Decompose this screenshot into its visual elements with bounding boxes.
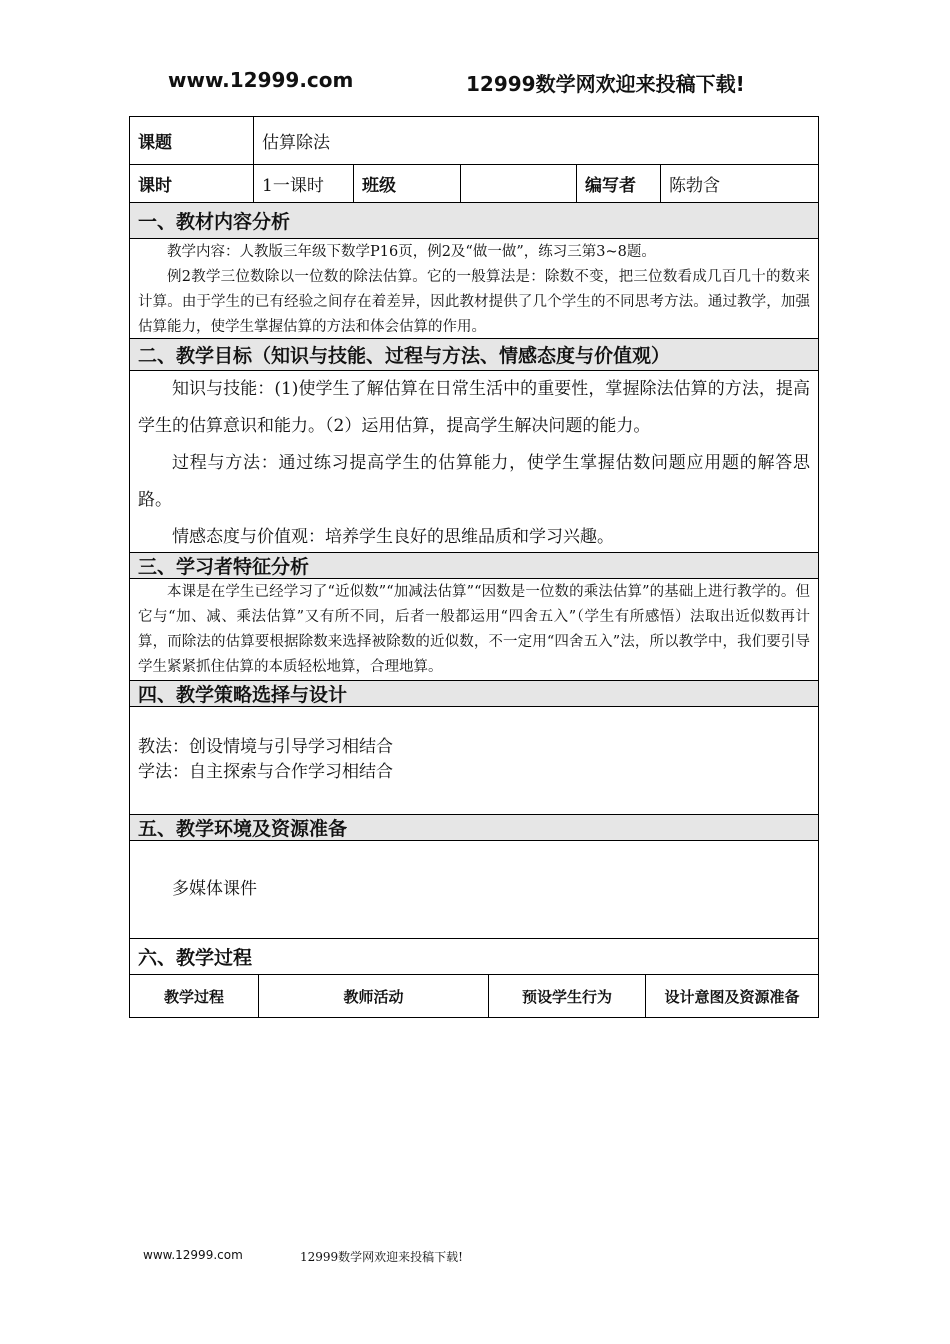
topic-label: 课题 (130, 117, 254, 164)
footer-slogan: 12999数学网欢迎来投稿下载! (300, 1250, 463, 1264)
section-2-p1: 知识与技能：(1)使学生了解估算在日常生活中的重要性，掌握除法估算的方法，提高学生的估算意识和能力。（2）运用估算，提高学生解决问题的能力。 (138, 379, 810, 436)
class-label: 班级 (354, 165, 461, 202)
col-process: 教学过程 (130, 975, 259, 1017)
section-1-p1: 教学内容：人教版三年级下数学P16页，例2及“做一做”，练习三第3~8题。 (167, 244, 656, 260)
section-5-body (130, 841, 818, 939)
section-3-p1: 本课是在学生已经学习了“近似数”“加减法估算”“因数是一位数的乘法估算”的基础上进行教学的。但它与“加、减、乘法估算”又有所不同，后者一般都运用“四舍五入”（学生有所感悟）法取出近似数再计算，而除法的估算要根据除数来选择被除数的近似数，不一定用“四舍五入”法，所以教学中，我们要引导学生紧紧抓住估算的本质轻松地算，合理地算。 (138, 584, 810, 675)
learning-method: 学法：自主探索与合作学习相结合 (138, 762, 393, 782)
class-value (461, 165, 577, 202)
header-slogan: 12999数学网欢迎来投稿下载! (466, 72, 745, 96)
col-student-behavior: 预设学生行为 (489, 975, 646, 1017)
period-row (130, 165, 818, 203)
section-3-body (130, 579, 818, 681)
author-label: 编写者 (577, 165, 661, 202)
section-2-p3: 情感态度与价值观：培养学生良好的思维品质和学习兴趣。 (172, 527, 614, 547)
section-5-title: 五、教学环境及资源准备 (130, 815, 818, 841)
author-value: 陈勃含 (669, 176, 720, 196)
col-design-intent: 设计意图及资源准备 (664, 987, 800, 1006)
section-1-title: 一、教材内容分析 (130, 203, 818, 239)
period-value: 1一课时 (254, 165, 354, 202)
page-header (0, 66, 950, 100)
teaching-method: 教法：创设情境与引导学习相结合 (138, 737, 393, 757)
period-label: 课时 (130, 165, 254, 202)
section-1-body (130, 239, 818, 339)
lesson-plan-table (129, 116, 819, 1018)
section-4-body (130, 707, 818, 815)
section-2-p2: 过程与方法：通过练习提高学生的估算能力，使学生掌握估数问题应用题的解答思路。 (138, 453, 810, 510)
section-1-p2: 例2教学三位数除以一位数的除法估算。它的一般算法是：除数不变，把三位数看成几百几十的数来计算。由于学生的已有经验之间存在着差异，因此教材提供了几个学生的不同思考方法。通过教学，加强估算能力，使学生掌握估算的方法和体会估算的作用。 (138, 269, 810, 335)
resource-content: 多媒体课件 (172, 879, 257, 899)
topic-row (130, 117, 818, 165)
process-header-row (130, 975, 818, 1017)
section-2-title: 二、教学目标（知识与技能、过程与方法、情感态度与价值观） (130, 339, 818, 371)
footer-site: www.12999.com (143, 1248, 243, 1262)
col-teacher-activity: 教师活动 (259, 975, 489, 1017)
section-3-title: 三、学习者特征分析 (130, 553, 818, 579)
section-6-title: 六、教学过程 (130, 939, 818, 975)
section-4-title: 四、教学策略选择与设计 (130, 681, 818, 707)
topic-value: 估算除法 (262, 133, 330, 153)
header-site: www.12999.com (168, 68, 354, 92)
section-2-body (130, 371, 818, 553)
